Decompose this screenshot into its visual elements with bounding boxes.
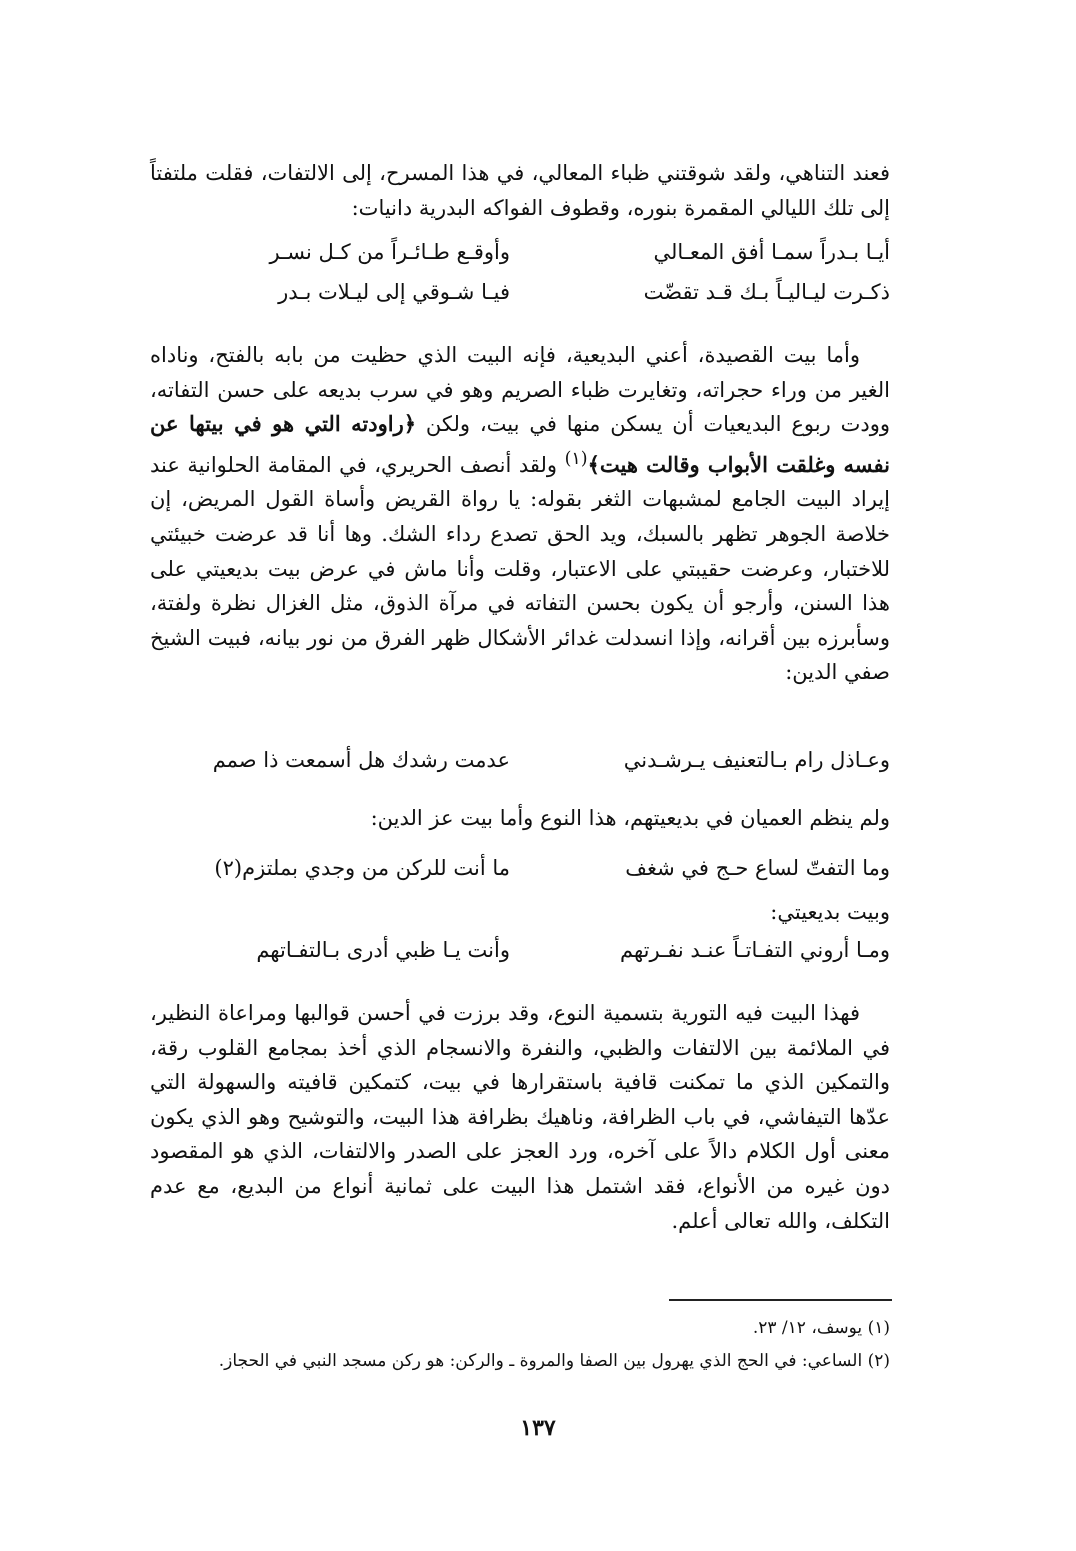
paragraph-main-part1: وأما بيت القصيدة، أعني البديعية، فإنه البيت الذي حظيت من بابه بالفتح، وناداه الغير من وراء حجراته، وتغايرت ظباء الصريم وهو في سرب بديعه على حسن التفاته، وودت ربوع البديعيات أن يسكن منها في بيت، ولكن xyxy=(150,343,890,437)
line-my-badiiya-intro xyxy=(770,900,890,924)
verse-mine-second-hemistich: وأنت يـا ظبي أدرى بـالتفـاتهم xyxy=(256,938,510,962)
footnote-divider xyxy=(669,1299,892,1301)
paragraph-main-part2: ولقد أنصف الحريري، في المقامة الحلوانية عند إيراد البيت الجامع لمشبهات الثغر بقوله: يا رواة القريض وأساة القول المريض، إن خلاصة الجوهر تظهر بالسبك، ويد الحق تصدع رداء الشك. وها أنا قد عرضت خبيئتي للاختبار، وعرضت حقيبتي على الاعتبار، وقلت وأنا ماش في عرض بيت بديعيتي على هذا السنن، وأرجو أن يكون بحسن التفاته في مرآة الذوق، مثل الغزال نظرة ولفتة، وسأبرزه بين أقرانه، وإذا انسدلت غدائر الأشكال ظهر الفرق من نور بيانه، فبيت الشيخ صفي الدين: xyxy=(150,452,890,685)
line-after-safi-text: ولم ينظم العميان في بديعيتهم، هذا النوع وأما بيت عز الدين: xyxy=(370,806,890,830)
paragraph-intro xyxy=(150,156,890,225)
verse-izz-first-hemistich: وما التفتّ لساع حـج في شغف xyxy=(625,856,890,880)
page-number-text: ١٣٧ xyxy=(520,1415,556,1441)
page-number xyxy=(0,1415,1076,1441)
verse-izz-second-hemistich: ما أنت للركن من وجدي بملتزم(٢) xyxy=(214,856,510,880)
verse-2 xyxy=(170,280,890,320)
verse-2-second-hemistich: فيـا شـوقي إلى ليـلات بـدر xyxy=(278,280,510,304)
footnote-1-text: (١) يوسف، ١٢/ ٢٣. xyxy=(752,1318,890,1338)
footnote-ref-1: (١) xyxy=(564,448,588,469)
verse-izz-al-din xyxy=(170,856,890,896)
paragraph-intro-text: فعند التناهي، ولقد شوقتني ظباء المعالي، في هذا المسرح، إلى الالتفات، فقلت ملتفتاً إلى تلك الليالي المقمرة بنوره، وقطوف الفواكه البدرية دانيات: xyxy=(150,161,890,220)
paragraph-final xyxy=(150,996,890,1238)
verse-1-first-hemistich: أيـا بـدراً سمـا أفق المعـالي xyxy=(653,240,890,264)
verse-2-first-hemistich: ذكـرت ليـاليـاً بـك قـد تقضّت xyxy=(643,280,890,304)
verse-safi-first-hemistich: وعـاذل رام بـالتعنيف يـرشـدني xyxy=(623,748,890,772)
verse-my-badiiya xyxy=(170,938,890,978)
line-after-safi xyxy=(371,806,890,830)
paragraph-final-text: فهذا البيت فيه التورية بتسمية النوع، وقد برزت في أحسن قوالبها ومراعاة النظير، في الملائمة بين الالتفات والظبي، والنفرة والانسجام الذي أخذ بمجامع القلوب رقة، والتمكين الذي ما تمكنت قافية باستقرارها في بيت، كتمكين قافيته والسهولة التي عدّها التيفاشي، في باب الظرافة، وناهيك بظرافة هذا البيت، والتوشيح وهو الذي يكون معنى أول الكلام دالاً على آخره، ورد العجز على الصدر والالتفات، الذي هو المقصود دون غيره من الأنواع، فقد اشتمل هذا البيت على ثمانية أنواع من البديع، مع عدم التكلف، والله تعالى أعلم. xyxy=(150,1001,890,1233)
verse-mine-first-hemistich: ومـا أروني التفـاتـاً عنـد نفـرتهم xyxy=(620,938,890,962)
verse-1 xyxy=(170,240,890,280)
verse-safi-al-din xyxy=(170,748,890,788)
footnote-2 xyxy=(219,1351,890,1371)
verse-1-second-hemistich: وأوقـع طـائـراً من كـل نسـر xyxy=(269,240,510,264)
verse-safi-second-hemistich: عدمت رشدك هل أسمعت ذا صمم xyxy=(212,748,510,772)
line-my-badiiya-intro-text: وبيت بديعيتي: xyxy=(770,900,890,924)
quran-quote: ﴿راودته التي هو في بيتها عن نفسه وغلقت الأبواب وقالت هيت﴾ xyxy=(150,411,890,477)
footnote-2-text: (٢) الساعي: في الحج الذي يهرول بين الصفا والمروة ـ والركن: هو ركن مسجد النبي في الحجاز. xyxy=(218,1351,890,1371)
paragraph-main xyxy=(150,338,890,690)
footnote-1 xyxy=(753,1318,890,1338)
